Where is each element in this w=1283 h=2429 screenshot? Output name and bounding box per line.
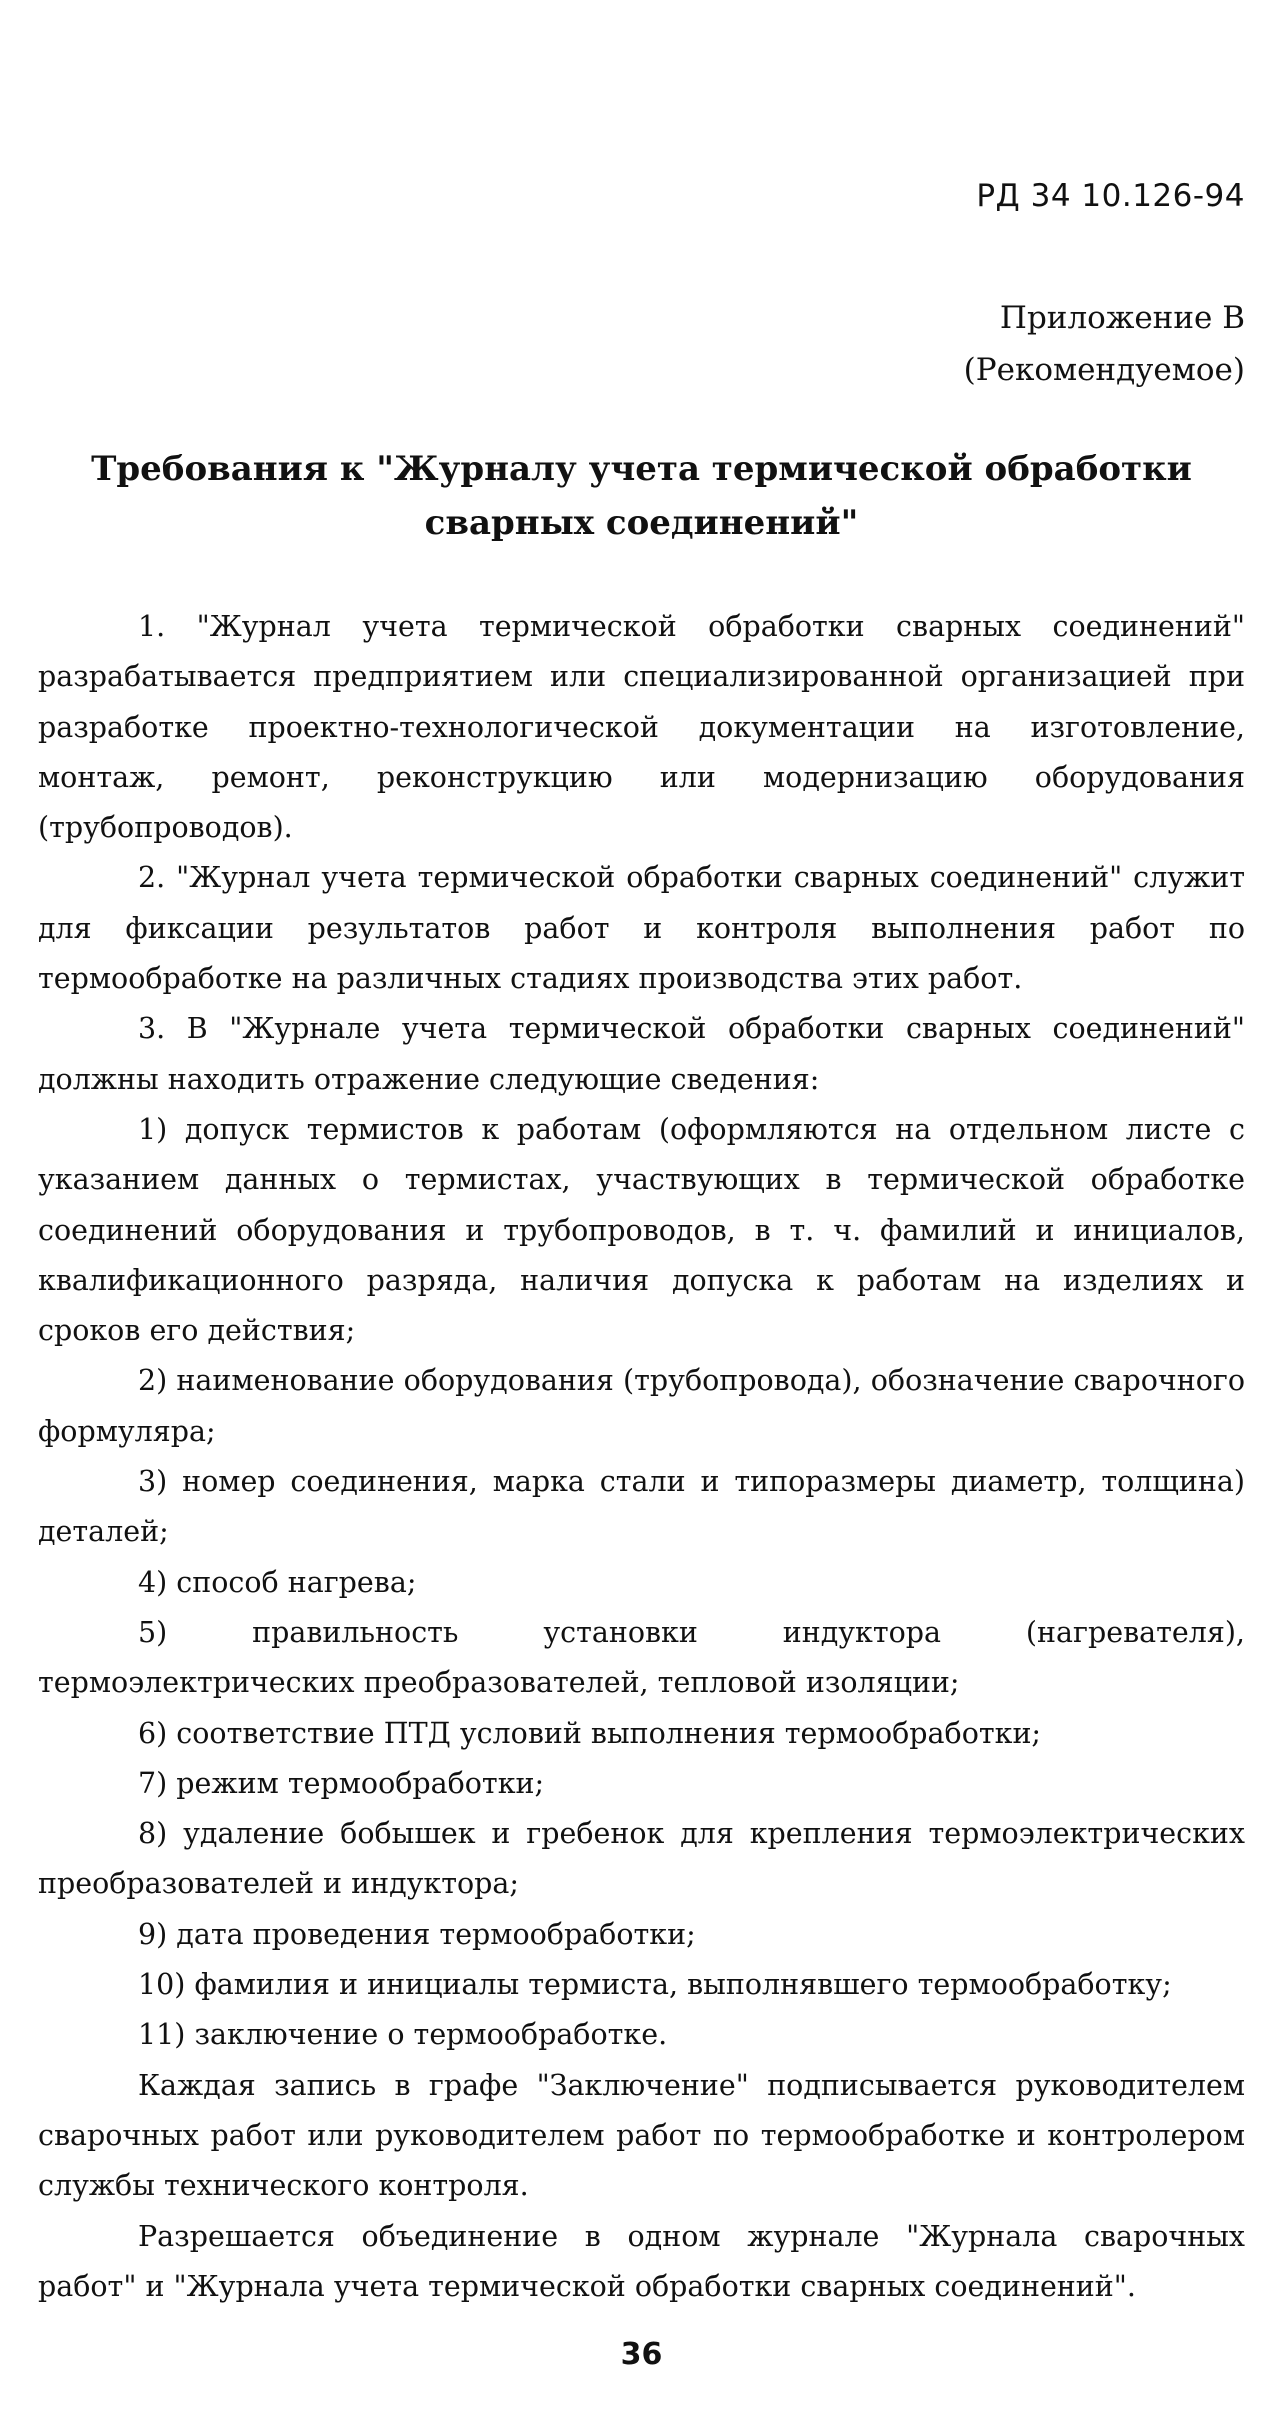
- signature-paragraph: Каждая запись в графе "Заключение" подписывается руководителем сварочных работ или руководителем работ по термообработке и контролером службы технического контроля.: [38, 2068, 1245, 2203]
- appendix-label: Приложение В: [999, 300, 1245, 336]
- appendix-heading: [964, 292, 1245, 396]
- list-item-9: 9) дата проведения термообработки;: [138, 1917, 696, 1951]
- title-line-2: сварных соединений": [424, 503, 859, 543]
- list-item-2: 2) наименование оборудования (трубопровода), обозначение сварочного формуляра;: [38, 1364, 1245, 1448]
- paragraph-2: 2. "Журнал учета термической обработки сварных соединений" служит для фиксации результатов работ и контроля выполнения работ по термообработке на различных стадиях производства этих работ.: [38, 861, 1245, 996]
- list-item-1: 1) допуск термистов к работам (оформляются на отдельном листе с указанием данных о термистах, участвующих в термической обработке соединений оборудования и трубопроводов, в т. ч. фамилий и инициалов, квалификационного разряда, наличия допуска к работам на изделиях и сроков его действия;: [38, 1112, 1245, 1348]
- list-item-5: 5) правильность установки индуктора (нагревателя), термоэлектрических преобразователей, тепловой изоляции;: [38, 1615, 1245, 1700]
- paragraph-1: 1. "Журнал учета термической обработки сварных соединений" разрабатывается предприятием или специализированной организацией при разработке проектно-технологической документации на изготовление, монтаж, ремонт, реконструкцию или модернизацию оборудования (трубопроводов).: [38, 610, 1245, 845]
- title-line-1: Требования к "Журналу учета термической обработки: [91, 449, 1192, 489]
- list-item-3: 3) номер соединения, марка стали и типоразмеры диаметр, толщина) деталей;: [38, 1465, 1245, 1549]
- list-item-10: 10) фамилия и инициалы термиста, выполнявшего термообработку;: [138, 1968, 1172, 2002]
- list-item-11: 11) заключение о термообработке.: [138, 2018, 668, 2052]
- list-item-7: 7) режим термообработки;: [138, 1766, 545, 1800]
- body-text: [38, 602, 1245, 2312]
- page-number: 36: [620, 2337, 663, 2372]
- document-title: [80, 442, 1203, 550]
- appendix-type: (Рекомендуемое): [963, 352, 1245, 388]
- list-item-8: 8) удаление бобышек и гребенок для крепления термоэлектрических преобразователей и индуктора;: [38, 1817, 1245, 1901]
- document-code: РД 34 10.126-94: [976, 178, 1245, 214]
- merge-paragraph: Разрешается объединение в одном журнале "Журнала сварочных работ" и "Журнала учета термической обработки сварных соединений".: [38, 2219, 1245, 2303]
- list-item-4: 4) способ нагрева;: [138, 1565, 417, 1599]
- list-item-6: 6) соответствие ПТД условий выполнения термообработки;: [138, 1716, 1042, 1750]
- paragraph-3: 3. В "Журнале учета термической обработки сварных соединений" должны находить отражение следующие сведения:: [38, 1012, 1245, 1096]
